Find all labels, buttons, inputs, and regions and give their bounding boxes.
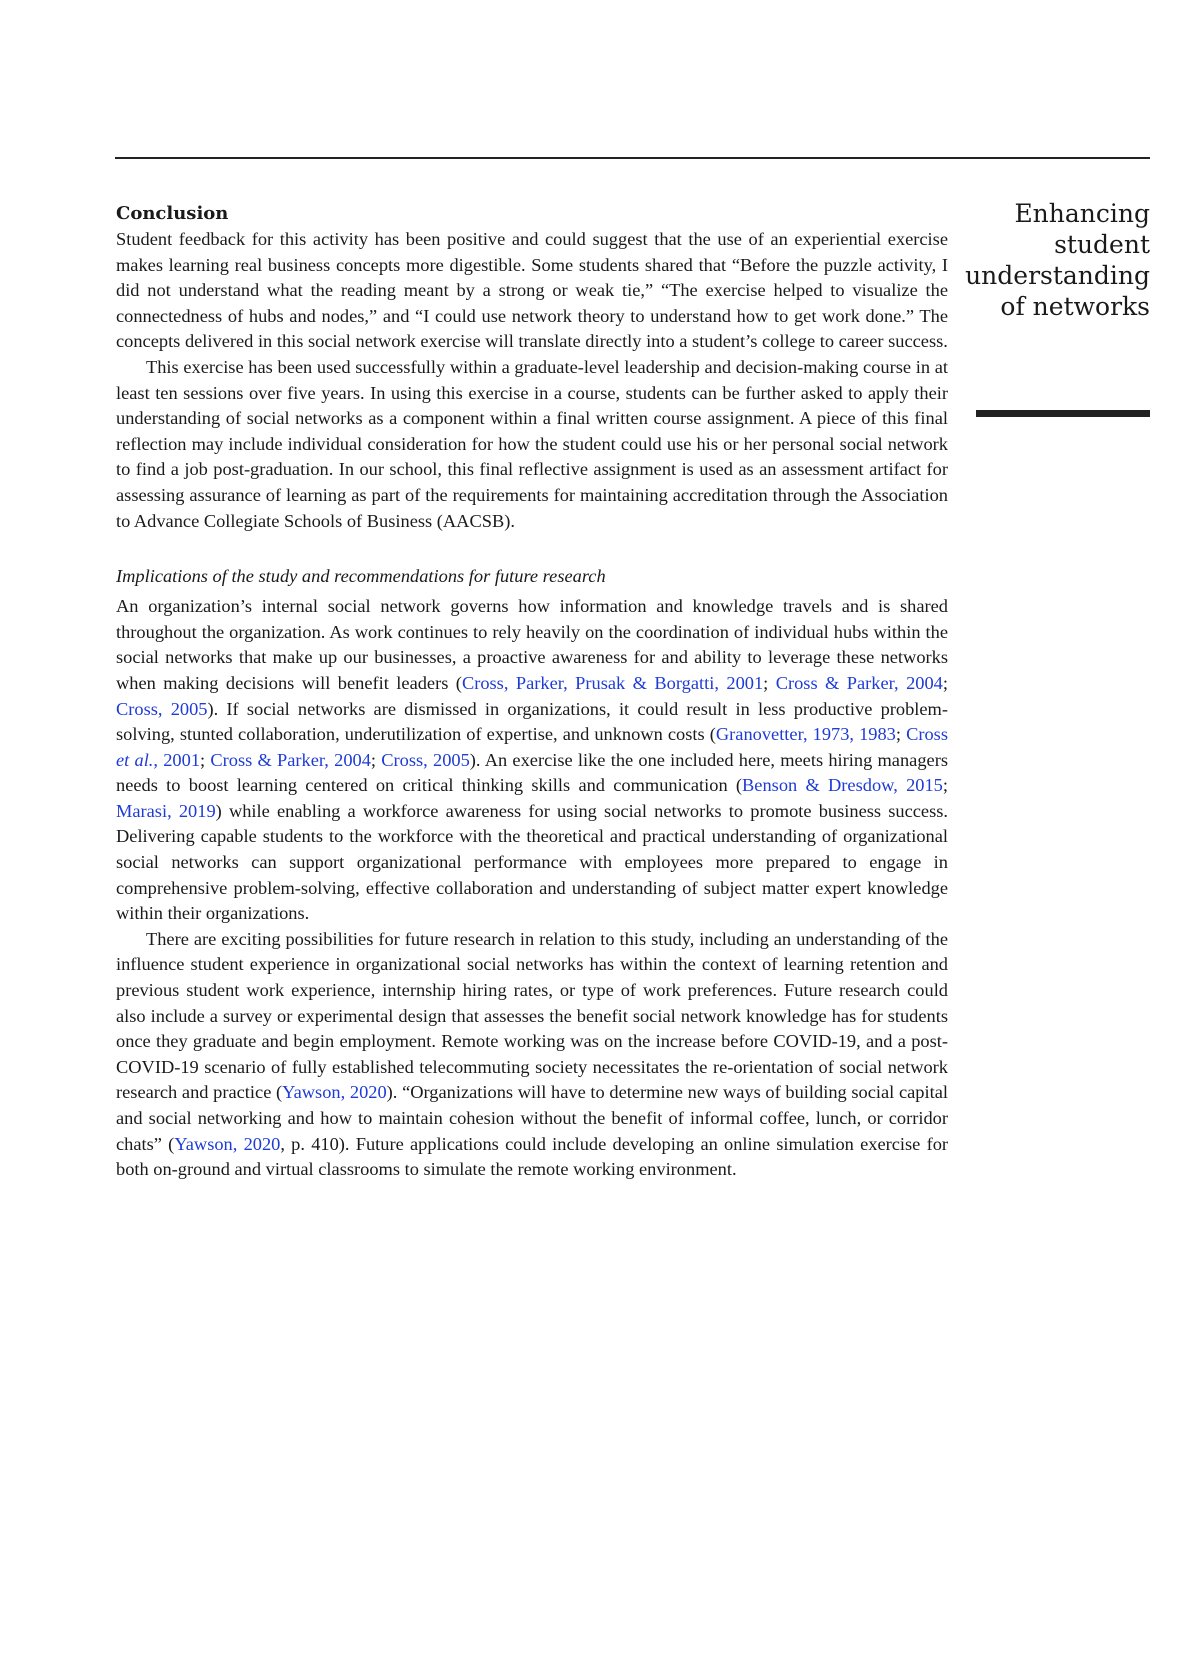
citation-link[interactable]: Cross & Parker, 2004 (210, 749, 371, 770)
implications-paragraph-2 (116, 927, 948, 1183)
implications-heading: Implications of the study and recommendations for future research (116, 566, 606, 587)
running-title-line: student (1054, 230, 1150, 259)
citation-link[interactable]: Cross, Parker, Prusak & Borgatti, 2001 (461, 672, 764, 693)
text-run: ). If social networks are dismissed in organizations, it could result in less productive problem-solving, stunted collaboration, underutilization of expertise, and unknown costs ( (116, 698, 948, 745)
running-title (920, 198, 1150, 322)
text-run: ; (370, 749, 382, 770)
running-title-line: of networks (1000, 292, 1150, 321)
text-run: ; (942, 775, 948, 796)
running-title-bar (976, 410, 1150, 417)
article-body (116, 203, 948, 1183)
citation-link[interactable]: Granovetter, 1973, 1983 (715, 724, 896, 745)
text-run: An organization’s internal social network governs how information and knowledge travels and is shared throughout the organization. As work continues to rely heavily on the coordination of individual hubs within the social networks that make up our businesses, a proactive awareness for and ability to leverage these networks when making decisions will benefit leaders ( (116, 596, 948, 693)
text-run: There are exciting possibilities for future research in relation to this study, including an understanding of the influence student experience in organizational social networks has within the context of learning retention and previous student work experience, internship hiring rates, or type of work preferences. Future research could also include a survey or experimental design that assesses the benefit social network knowledge has for students once they graduate and begin employment. Remote working was on the increase before COVID-19, and a post-COVID-19 scenario of fully established telecommuting society necessitates the re-orientation of social network research and practice ( (116, 928, 948, 1103)
text-run: ; (763, 672, 776, 693)
citation-link[interactable]: Yawson, 2020 (282, 1082, 387, 1103)
implications-paragraph-1 (116, 594, 948, 927)
conclusion-heading: Conclusion (116, 203, 229, 224)
citation-link[interactable]: Cross, 2005 (116, 698, 208, 719)
text-run: , p. 410). Future applications could include developing an online simulation exercise for both on-ground and virtual classrooms to simulate the remote working environment. (116, 1133, 949, 1180)
citation-part: , 2001 (153, 749, 201, 770)
citation-part: et al. (116, 749, 154, 770)
text-run: ; (200, 749, 211, 770)
citation-link[interactable]: Yawson, 2020 (174, 1133, 281, 1154)
text-run: ; (895, 724, 907, 745)
running-title-line: understanding (965, 261, 1150, 290)
text-run: ). “Organizations will have to determine new ways of building social capital and social networking and how to maintain cohesion without the benefit of informal coffee, lunch, or corridor chats” ( (116, 1082, 948, 1154)
running-title-line: Enhancing (1014, 199, 1150, 228)
conclusion-paragraph-1: Student feedback for this activity has been positive and could suggest that the use of an experiential exercise makes learning real business concepts more digestible. Some students shared that “Before the puzzle activity, I did not understand what the reading meant by a strong or weak tie,” “The exercise helped to visualize the connectedness of hubs and nodes,” and “I could use network theory to understand how to get work done.” The concepts delivered in this social network exercise will translate directly into a student’s college to career success. (116, 229, 948, 352)
header-rule (115, 157, 1150, 159)
text-run: ) while enabling a workforce awareness for using social networks to promote business success. Delivering capable students to the workforce with the theoretical and practical understanding of organizational social networks can support organizational performance with employees more prepared to engage in comprehensive problem-solving, effective collaboration and understanding of subject matter expert knowledge within their organizations. (116, 800, 949, 924)
text-run: ). An exercise like the one included here, meets hiring managers needs to boost learning centered on critical thinking skills and communication ( (116, 749, 948, 796)
citation-link[interactable]: Benson & Dresdow, 2015 (742, 775, 943, 796)
citation-link[interactable]: Cross, 2005 (381, 749, 470, 770)
citation-part: Cross (906, 724, 948, 745)
conclusion-paragraph-2: This exercise has been used successfully within a graduate-level leadership and decision-making course in at least ten sessions over five years. In using this exercise in a course, students can be further asked to apply their understanding of social networks as a component within a final written course assignment. A piece of this final reflection may include individual consideration for how the student could use his or her personal social network to find a job post-graduation. In our school, this final reflective assignment is used as an assessment artifact for assessing assurance of learning as part of the requirements for maintaining accreditation through the Association to Advance Collegiate Schools of Business (AACSB). (116, 356, 948, 531)
text-run: ; (942, 672, 948, 693)
citation-link[interactable]: Marasi, 2019 (116, 800, 216, 821)
citation-link[interactable]: Cross & Parker, 2004 (775, 672, 943, 693)
